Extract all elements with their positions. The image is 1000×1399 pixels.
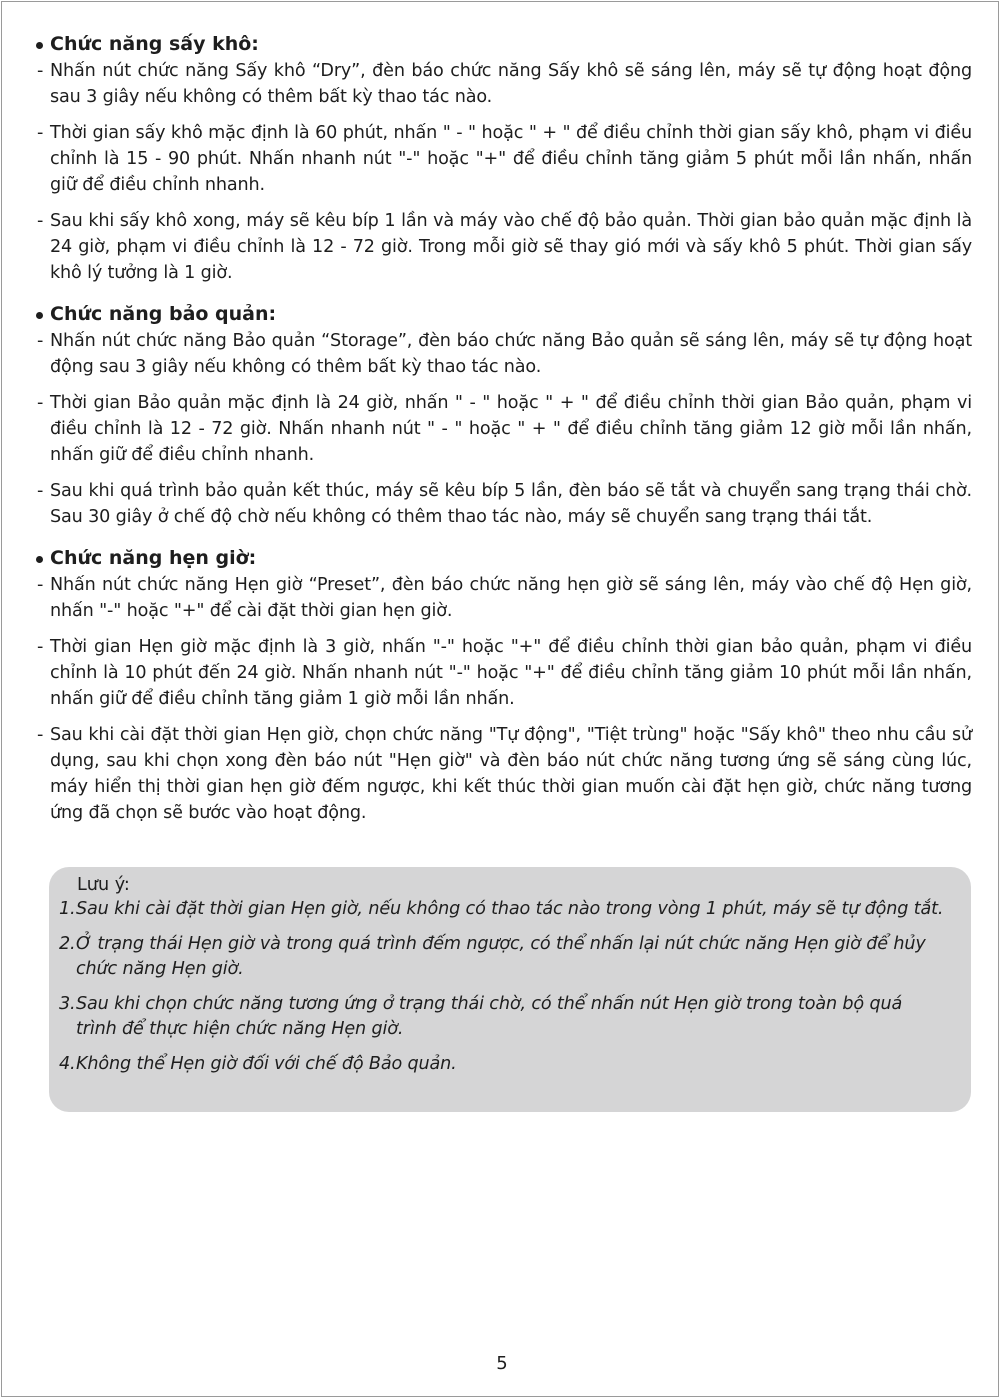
note-list — [49, 897, 971, 1087]
dash-icon: - — [37, 637, 44, 657]
section-storage — [2, 300, 1000, 530]
dash-icon: - — [37, 61, 44, 81]
note-title: Lưu ý: — [77, 875, 130, 895]
list-item-text: Nhấn nút chức năng Sấy khô “Dry”, đèn báo chức năng Sấy khô sẽ sáng lên, máy sẽ tự động hoạt động sau 3 giây nếu không có thêm bất kỳ thao tác nào. — [50, 61, 972, 107]
list-item — [37, 634, 972, 712]
section-drying — [2, 30, 1000, 286]
dash-icon: - — [37, 123, 44, 143]
section-heading-text: Chức năng sấy khô: — [50, 33, 259, 55]
list-item-text: Sau khi cài đặt thời gian Hẹn giờ, chọn chức năng "Tự động", "Tiệt trùng" hoặc "Sấy khô" theo nhu cầu sử dụng, sau khi chọn xong đèn báo nút "Hẹn giờ" và đèn báo nút chức năng tương ứng sẽ sáng cùng lúc, máy hiển thị thời gian hẹn giờ đếm ngược, khi kết thúc thời gian muốn cài đặt hẹn giờ, chức năng tương ứng đã chọn sẽ bước vào hoạt động. — [50, 725, 972, 823]
note-text: Không thể Hẹn giờ đối với chế độ Bảo quản. — [76, 1054, 457, 1074]
list-item-text: Thời gian sấy khô mặc định là 60 phút, nhấn " - " hoặc " + " để điều chỉnh thời gian sấy khô, phạm vi điều chỉnh là 15 - 90 phút. Nhấn nhanh nút "-" hoặc "+" để điều chỉnh tăng giảm 5 phút mỗi lần nhấn, nhấn giữ để điều chỉnh nhanh. — [50, 123, 972, 195]
note-text: Ở trạng thái Hẹn giờ và trong quá trình đếm ngược, có thể nhấn lại nút chức năng Hẹn giờ để hủy chức năng Hẹn giờ. — [76, 934, 926, 979]
list-item — [37, 58, 972, 110]
section-heading — [50, 30, 1000, 58]
list-item-text: Sau khi quá trình bảo quản kết thúc, máy sẽ kêu bíp 5 lần, đèn báo sẽ tắt và chuyển sang trạng thái chờ. Sau 30 giây ở chế độ chờ nếu không có thêm thao tác nào, máy sẽ chuyển sang trạng thái tắt. — [50, 481, 972, 527]
list-item-text: Thời gian Bảo quản mặc định là 24 giờ, nhấn " - " hoặc " + " để điều chỉnh thời gian Bảo quản, phạm vi điều chỉnh là 12 - 72 giờ. Nhấn nhanh nút " - " hoặc " + " để điều chỉnh tăng giảm 12 giờ mỗi lần nhấn, nhấn giữ để điều chỉnh nhanh. — [50, 393, 972, 465]
bullet-icon — [36, 312, 43, 319]
note-number: 3. — [59, 994, 76, 1014]
main-content — [2, 30, 1000, 836]
bullet-icon — [36, 556, 43, 563]
section-heading-text: Chức năng hẹn giờ: — [50, 547, 257, 569]
list-item — [37, 478, 972, 530]
list-item — [37, 328, 972, 380]
list-item — [37, 390, 972, 468]
dash-icon: - — [37, 481, 44, 501]
bullet-icon — [36, 42, 43, 49]
list-item — [37, 722, 972, 826]
list-item — [37, 120, 972, 198]
section-preset — [2, 544, 1000, 826]
dash-icon: - — [37, 393, 44, 413]
note-number: 2. — [59, 934, 76, 954]
list-item-text: Thời gian Hẹn giờ mặc định là 3 giờ, nhấn "-" hoặc "+" để điều chỉnh thời gian bảo quản, phạm vi điều chỉnh là 10 phút đến 24 giờ. Nhấn nhanh nút "-" hoặc "+" để điều chỉnh tăng giảm 10 phút mỗi lần nhấn, nhấn giữ để điều chỉnh tăng giảm 1 giờ mỗi lần nhấn. — [50, 637, 972, 709]
list-item-text: Sau khi sấy khô xong, máy sẽ kêu bíp 1 lần và máy vào chế độ bảo quản. Thời gian bảo quản mặc định là 24 giờ, phạm vi điều chỉnh là 12 - 72 giờ. Trong mỗi giờ sẽ thay gió mới và sấy khô 5 phút. Thời gian sấy khô lý tưởng là 1 giờ. — [50, 211, 972, 283]
note-text: Sau khi chọn chức năng tương ứng ở trạng thái chờ, có thể nhấn nút Hẹn giờ trong toàn bộ quá trình để thực hiện chức năng Hẹn giờ. — [76, 994, 903, 1039]
note-item — [49, 897, 944, 922]
dash-icon: - — [37, 211, 44, 231]
note-text: Sau khi cài đặt thời gian Hẹn giờ, nếu không có thao tác nào trong vòng 1 phút, máy sẽ tự động tắt. — [76, 899, 944, 919]
note-box — [49, 867, 971, 1112]
list-item-text: Nhấn nút chức năng Bảo quản “Storage”, đèn báo chức năng Bảo quản sẽ sáng lên, máy sẽ tự động hoạt động sau 3 giây nếu không có thêm bất kỳ thao tác nào. — [50, 331, 972, 377]
dash-icon: - — [37, 331, 44, 351]
document-page — [1, 1, 999, 1397]
dash-icon: - — [37, 725, 44, 745]
note-item — [49, 932, 944, 982]
section-heading-text: Chức năng bảo quản: — [50, 303, 277, 325]
note-number: 1. — [59, 899, 76, 919]
section-heading — [50, 300, 1000, 328]
page-number: 5 — [496, 1353, 508, 1374]
note-number: 4. — [59, 1054, 76, 1074]
note-item — [49, 992, 944, 1042]
list-item — [37, 572, 972, 624]
section-heading — [50, 544, 1000, 572]
list-item-text: Nhấn nút chức năng Hẹn giờ “Preset”, đèn báo chức năng hẹn giờ sẽ sáng lên, máy vào chế độ Hẹn giờ, nhấn "-" hoặc "+" để cài đặt thời gian hẹn giờ. — [50, 575, 972, 621]
note-item — [49, 1052, 944, 1077]
list-item — [37, 208, 972, 286]
dash-icon: - — [37, 575, 44, 595]
